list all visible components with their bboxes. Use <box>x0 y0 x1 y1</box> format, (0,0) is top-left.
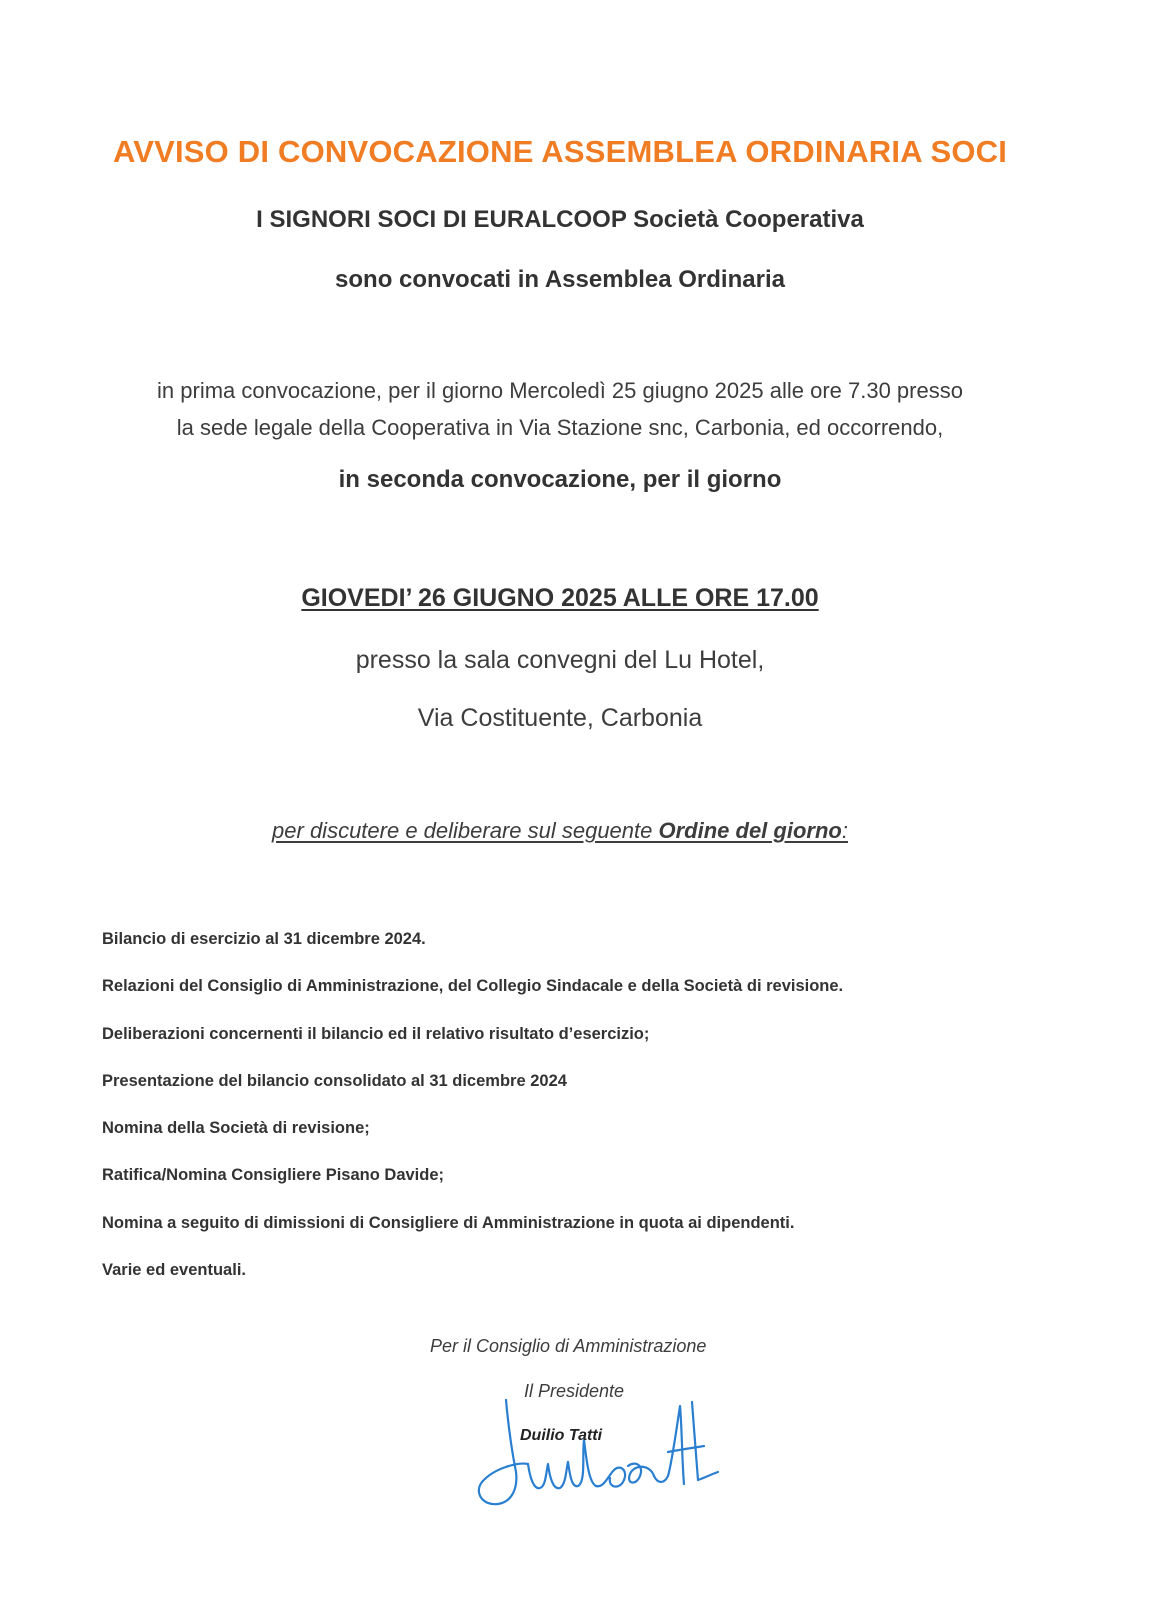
agenda-intro-wrap <box>272 818 848 843</box>
signature-role: Il Presidente <box>524 1381 625 1401</box>
notice-title: AVVISO DI CONVOCAZIONE ASSEMBLEA ORDINARIA SOCI <box>112 134 1008 169</box>
agenda-intro-colon: : <box>841 818 848 843</box>
first-call-line-2: la sede legale della Cooperativa in Via Stazione snc, Carbonia, ed occorrendo, <box>176 415 944 440</box>
venue-line-1: presso la sala convegni del Lu Hotel, <box>355 646 765 674</box>
convocation-line: sono convocati in Assemblea Ordinaria <box>335 266 785 293</box>
agenda-list <box>102 928 843 1306</box>
first-call-paragraph <box>0 372 1120 446</box>
meeting-date <box>0 584 1120 613</box>
handwritten-signature-icon <box>468 1392 728 1512</box>
agenda-item: Varie ed eventuali. <box>102 1261 246 1280</box>
agenda-item: Nomina a seguito di dimissioni di Consigliere di Amministrazione in quota ai dipendenti. <box>102 1213 795 1232</box>
agenda-item: Bilancio di esercizio al 31 dicembre 2024. <box>102 930 426 948</box>
agenda-intro-text: per discutere e deliberare sul seguente <box>272 818 659 843</box>
signature-name: Duilio Tatti <box>520 1427 603 1444</box>
meeting-date-text: GIOVEDI’ 26 GIUGNO 2025 ALLE ORE 17.00 <box>301 584 819 612</box>
agenda-item: Nomina della Società di revisione; <box>102 1119 370 1138</box>
venue-line-2: Via Costituente, Carbonia <box>417 704 703 732</box>
first-call-line-1: in prima convocazione, per il giorno Mercoledì 25 giugno 2025 alle ore 7.30 presso <box>157 378 963 403</box>
signature-council: Per il Consiglio di Amministrazione <box>430 1336 707 1356</box>
agenda-intro <box>0 818 1120 844</box>
addressee-line: I SIGNORI SOCI DI EURALCOOP Società Cooperativa <box>256 206 864 233</box>
second-call-line: in seconda convocazione, per il giorno <box>338 466 782 493</box>
agenda-item: Relazioni del Consiglio di Amministrazione, del Collegio Sindacale e della Società di revisione. <box>102 977 844 996</box>
agenda-item: Presentazione del bilancio consolidato al 31 dicembre 2024 <box>102 1071 567 1090</box>
agenda-intro-bold: Ordine del giorno <box>658 818 842 843</box>
agenda-item: Deliberazioni concernenti il bilancio ed il relativo risultato d’esercizio; <box>102 1024 650 1043</box>
agenda-item: Ratifica/Nomina Consigliere Pisano Davide; <box>102 1166 445 1185</box>
